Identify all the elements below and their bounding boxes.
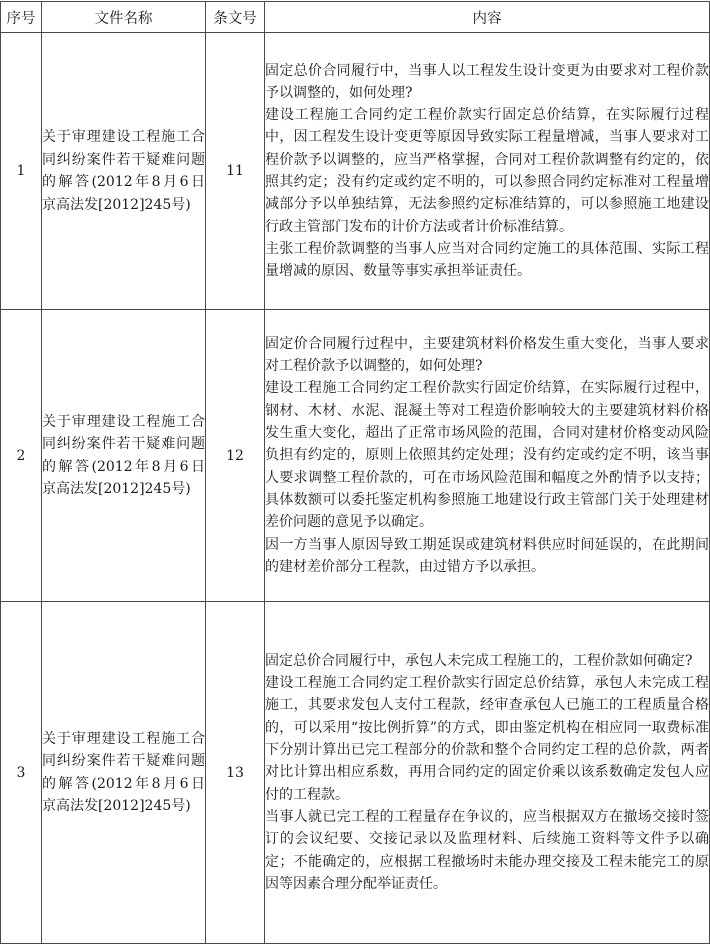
content-note: 当事人就已完工程的工程量存在争议的，应当根据双方在撤场交接时签订的会议纪要、交接记录以及监理材料、后续施工资料等文件予以确定；不能确定的，应根据工程撤场时未能办理交接及工程未能完工的原因等因素合理分配举证责任。 (265, 808, 709, 892)
header-seq: 序号 (1, 2, 42, 33)
content-answer: 建设工程施工合同约定工程价款实行固定价结算，在实际履行过程中，钢材、木材、水泥、混凝土等对工程造价影响较大的主要建筑材料价格发生重大变化，超出了正常市场风险的范围，合同对建材价格变动风险负担有约定的，原则上依照其约定处理；没有约定或约定不明，该当事人要求调整工程价款的，可在市场风险范围和幅度之外酌情予以支持；具体数额可以委托鉴定机构参照施工地建设行政主管部门关于处理建材差价问题的意见予以确定。 (265, 380, 709, 531)
header-content: 内容 (265, 2, 710, 33)
regulation-table (0, 1, 710, 944)
row-article-no: 11 (206, 33, 265, 310)
table-header-row (1, 2, 710, 33)
row-seq: 1 (1, 33, 42, 310)
row-file-name: 关于审理建设工程施工合同纠纷案件若干疑难问题的解答(2012年8月6日 京高法发[2012]245号) (42, 310, 206, 602)
row-seq: 2 (1, 310, 42, 602)
row-article-no: 13 (206, 602, 265, 944)
row-seq: 3 (1, 602, 42, 944)
table-row (1, 310, 710, 602)
content-note: 主张工程价款调整的当事人应当对合同约定施工的具体范围、实际工程量增减的原因、数量等事实承担举证责任。 (265, 240, 709, 280)
row-content (265, 602, 710, 944)
row-file-name: 关于审理建设工程施工合同纠纷案件若干疑难问题的解答(2012年8月6日 京高法发[2012]245号) (42, 602, 206, 944)
content-answer: 建设工程施工合同约定工程价款实行固定总价结算，承包人未完成工程施工，其要求发包人支付工程款，经审查承包人已施工的工程质量合格的，可以采用“按比例折算”的方式，即由鉴定机构在相应同一取费标准下分别计算出已完工程部分的价款和整个合同约定工程的总价款，两者对比计算出相应系数，再用合同约定的固定价乘以该系数确定发包人应付的工程款。 (265, 675, 709, 803)
row-file-name: 关于审理建设工程施工合同纠纷案件若干疑难问题的解答(2012年8月6日 京高法发[2012]245号) (42, 33, 206, 310)
header-article-no: 条文号 (206, 2, 265, 33)
row-article-no: 12 (206, 310, 265, 602)
header-file-name: 文件名称 (42, 2, 206, 33)
content-note: 因一方当事人原因导致工期延误或建筑材料供应时间延误的，在此期间的建材差价部分工程款，由过错方予以承担。 (265, 536, 709, 575)
content-question: 固定总价合同履行中，当事人以工程发生设计变更为由要求对工程价款予以调整的，如何处理? (265, 62, 709, 101)
content-question: 固定总价合同履行中，承包人未完成工程施工的，工程价款如何确定? (265, 652, 693, 669)
row-content (265, 310, 710, 602)
table-row (1, 602, 710, 944)
table-row (1, 33, 710, 310)
content-answer: 建设工程施工合同约定工程价款实行固定总价结算，在实际履行过程中，因工程发生设计变更等原因导致实际工程量增减，当事人要求对工程价款予以调整的，应当严格掌握，合同对工程价款调整有约定的，依照其约定；没有约定或约定不明的，可以参照合同约定标准对工程量增减部分予以单独结算，无法参照约定标准结算的，可以参照施工地建设行政主管部门发布的计价方法或者计价标准结算。 (265, 107, 709, 235)
content-question: 固定价合同履行过程中，主要建筑材料价格发生重大变化，当事人要求对工程价款予以调整的，如何处理? (265, 335, 709, 375)
row-content (265, 33, 710, 310)
